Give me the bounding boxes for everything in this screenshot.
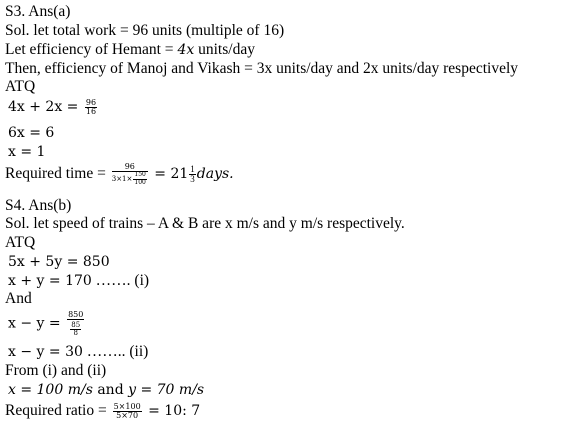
s3-required-time-label: Required time = xyxy=(5,165,110,183)
s3-required-time-equals: = 21 xyxy=(149,166,189,183)
s4-eq2-tag: ……. (i) xyxy=(91,272,150,289)
s4-equation-3 xyxy=(8,311,86,337)
s4-ratio-label: Required ratio = xyxy=(5,402,111,419)
s3-efficiency-hemant-math: 4x xyxy=(177,42,195,58)
s4-ratio-result: = 10: 7 xyxy=(143,403,201,419)
s3-efficiency-hemant xyxy=(5,41,255,59)
s4-ratio-denominator: 5×70 xyxy=(116,410,139,420)
s4-result-y: y = 70 m/s xyxy=(128,382,205,398)
s3-req-den-prefix: 3×1× xyxy=(111,175,133,184)
s4-equation-4 xyxy=(8,343,148,361)
s3-mixed-fraction xyxy=(189,165,196,185)
s4-eq3-left: x − y = xyxy=(8,315,66,332)
s4-result xyxy=(8,381,204,399)
s3-required-time-denominator xyxy=(112,172,148,186)
s3-equation-3: x = 1 xyxy=(8,144,46,160)
s4-eq3-den-num: 85 xyxy=(71,320,81,329)
s4-ratio-numerator: 5×100 xyxy=(113,401,141,411)
s3-eq1-numerator: 96 xyxy=(85,97,97,107)
s4-eq3-denominator xyxy=(67,320,84,337)
s4-ratio-fraction xyxy=(113,403,142,421)
s3-req-den-den: 100 xyxy=(134,178,146,186)
s4-eq3-fraction xyxy=(67,311,84,337)
s3-eq1-denominator: 16 xyxy=(85,106,97,116)
s4-eq4-tag: …….. (ii) xyxy=(82,343,149,360)
s4-result-and: and xyxy=(92,382,129,398)
s3-required-time-numerator: 96 xyxy=(112,163,148,172)
s4-eq3-den-den: 8 xyxy=(73,328,78,337)
s3-required-time-fraction xyxy=(112,163,148,186)
s4-eq2-math: x + y = 170 xyxy=(8,273,92,289)
s4-and: And xyxy=(5,290,32,307)
s4-heading: S4. Ans(b) xyxy=(5,197,72,214)
s3-equation-2: 6x = 6 xyxy=(8,125,55,141)
s3-req-den-fraction xyxy=(133,172,146,186)
s3-equation-1 xyxy=(8,98,99,116)
s3-req-den-num: 150 xyxy=(134,171,146,179)
s3-required-time xyxy=(5,163,234,186)
s4-solution-line: Sol. let speed of trains – A & B are x m/s and y m/s respectively. xyxy=(5,215,405,232)
s4-from: From (i) and (ii) xyxy=(5,362,107,379)
s3-heading: S3. Ans(a) xyxy=(5,3,71,20)
s3-atq: ATQ xyxy=(5,78,36,95)
s4-eq4-math: x − y = 30 xyxy=(8,344,83,360)
s4-atq: ATQ xyxy=(5,234,36,251)
s3-eq1-fraction xyxy=(85,99,97,117)
s4-required-ratio xyxy=(5,402,200,420)
s3-mixed-den: 3 xyxy=(190,174,195,184)
s4-equation-1: 5x + 5y = 850 xyxy=(8,254,110,270)
s3-eq1-left: 4x + 2x = xyxy=(8,99,83,115)
s4-eq3-numerator: 850 xyxy=(68,310,84,319)
s3-efficiency-hemant-label: Let efficiency of Hemant = xyxy=(5,41,178,58)
s3-required-time-unit: days. xyxy=(196,166,234,183)
s3-efficiency-others: Then, efficiency of Manoj and Vikash = 3x units/day and 2x units/day respectively xyxy=(5,60,519,77)
s4-equation-2 xyxy=(8,272,149,290)
s3-efficiency-hemant-unit: units/day xyxy=(194,41,255,58)
s4-result-x: x = 100 m/s xyxy=(8,382,93,398)
s3-solution-line: Sol. let total work = 96 units (multiple of 16) xyxy=(5,22,285,39)
s3-mixed-num: 1 xyxy=(190,163,195,174)
s4-eq3-den-fraction xyxy=(70,322,81,338)
